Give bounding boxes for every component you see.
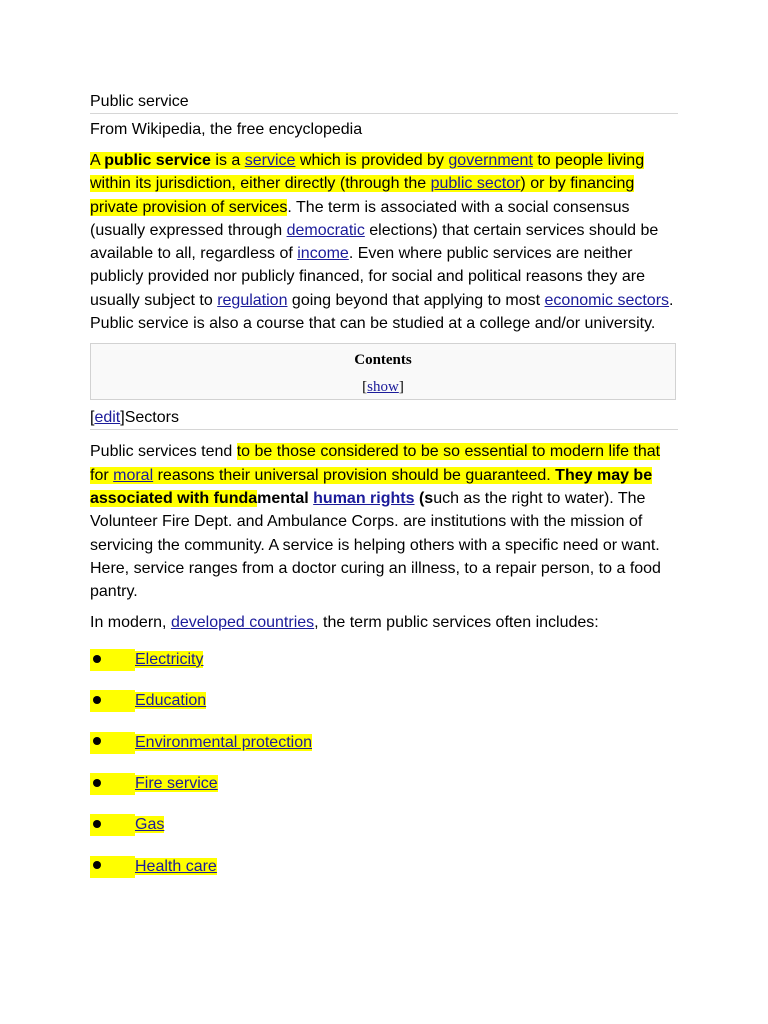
sectors-text: uch as the right to water). The Volunteer Fire Dept. and Ambulance Corps. are institutions with the mission of servicing the community. A service is helping others with a specific need or want. Here, service ranges from a doctor curing an illness, to a repair person, to a food pantry. <box>90 489 661 601</box>
modern-text: In modern, <box>90 614 171 632</box>
bullet-icon <box>90 732 135 754</box>
link-regulation[interactable]: regulation <box>217 291 288 309</box>
sectors-bold-text: ( <box>414 489 425 507</box>
bullet-icon <box>90 690 135 712</box>
intro-text: A <box>90 152 105 169</box>
link-public-sector[interactable]: public sector <box>430 175 521 193</box>
sectors-bold-text: mental <box>257 489 314 507</box>
list-item <box>90 856 678 897</box>
page-title: Public service <box>90 92 678 114</box>
section-heading-text: Sectors <box>124 409 179 427</box>
edit-bracket: ] <box>120 409 125 427</box>
sectors-text: reasons their universal provision should be guaranteed. <box>153 466 556 484</box>
intro-text: ) or by financing private provision of services <box>90 175 635 216</box>
modern-text: , the term public services often includes: <box>314 614 599 632</box>
toc-bracket: ] <box>398 379 404 396</box>
toc-toggle <box>91 378 675 396</box>
link-democratic[interactable]: democratic <box>286 221 365 239</box>
intro-text: elections) that certain services should be available to all, regardless of <box>90 221 659 263</box>
bullet-icon <box>90 773 135 795</box>
link-moral[interactable]: moral <box>113 466 154 484</box>
toc-show-link[interactable]: show <box>367 379 399 396</box>
intro-text: . Public service is also a course that can be studied at a college and/or university. <box>90 291 674 333</box>
sectors-text: Public services tend <box>90 443 237 461</box>
link-environmental-protection[interactable]: Environmental protection <box>135 733 312 751</box>
intro-text: going beyond that applying to most <box>287 291 545 309</box>
section-heading-sectors <box>90 408 678 430</box>
bullet-icon <box>90 814 135 836</box>
link-gas[interactable]: Gas <box>135 816 165 834</box>
article-content <box>90 92 678 897</box>
intro-text: to people living within its jurisdiction, either directly (through the <box>90 152 645 193</box>
sectors-bold-text: They may be associated with funda <box>90 466 653 507</box>
modern-paragraph <box>90 611 678 634</box>
list-item <box>90 814 678 855</box>
intro-text: which is provided by <box>295 152 449 169</box>
edit-section-link[interactable]: edit <box>94 409 121 427</box>
list-item <box>90 773 678 814</box>
link-government[interactable]: government <box>448 152 533 169</box>
sectors-bold-text: s <box>424 489 434 507</box>
sectors-text: to be those considered to be so essential to modern life that for <box>90 443 661 484</box>
list-item <box>90 649 678 690</box>
link-health-care[interactable]: Health care <box>135 857 217 875</box>
link-service[interactable]: service <box>244 152 296 169</box>
toc-bracket: [ <box>362 379 368 396</box>
sectors-paragraph <box>90 440 678 603</box>
bullet-icon <box>90 856 135 878</box>
link-developed-countries[interactable]: developed countries <box>170 614 315 632</box>
table-of-contents <box>90 343 676 400</box>
intro-bold-term: public service <box>104 152 211 169</box>
intro-text: . The term is associated with a social consensus (usually expressed through <box>90 198 630 239</box>
link-human-rights[interactable]: human rights <box>313 489 415 507</box>
edit-bracket: [ <box>90 409 95 427</box>
intro-text: is a <box>210 152 245 169</box>
link-economic-sectors[interactable]: economic sectors <box>544 291 670 309</box>
intro-text: . Even where public services are neither publicly provided nor publicly financed, for social and political reasons they are usually subject to <box>90 245 645 309</box>
list-item <box>90 690 678 731</box>
toc-title: Contents <box>354 352 412 369</box>
list-item <box>90 732 678 773</box>
intro-paragraph <box>90 149 678 335</box>
page-subtitle: From Wikipedia, the free encyclopedia <box>90 121 363 138</box>
link-education[interactable]: Education <box>135 692 207 710</box>
link-income[interactable]: income <box>297 245 349 263</box>
public-services-list <box>90 649 678 897</box>
link-fire-service[interactable]: Fire service <box>135 774 218 792</box>
link-electricity[interactable]: Electricity <box>135 650 204 668</box>
bullet-icon <box>90 649 135 671</box>
